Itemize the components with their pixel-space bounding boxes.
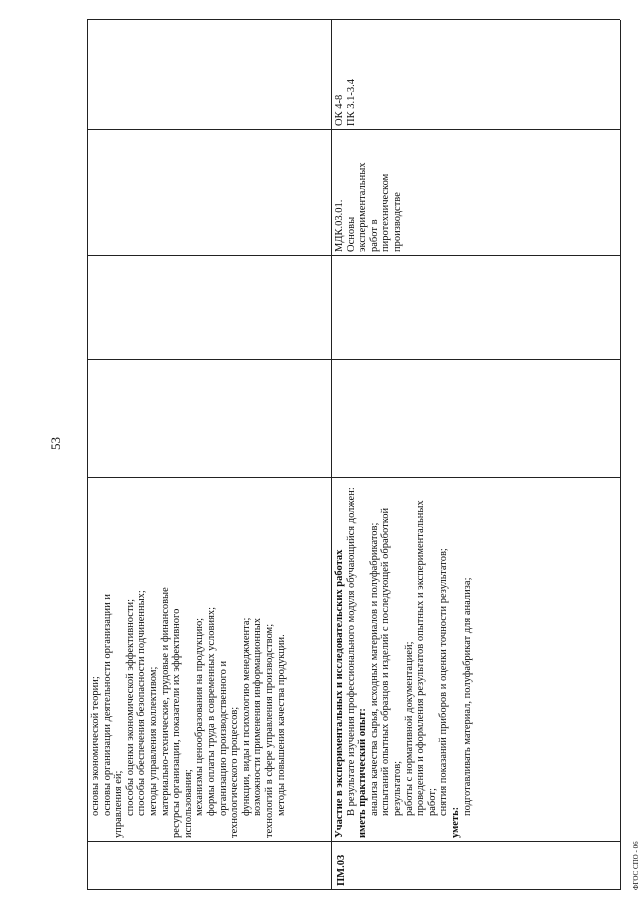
row-divider xyxy=(331,20,332,890)
skills-item: подготавливать материал, полуфабрикат для анализа; xyxy=(461,577,473,816)
knowledge-item: механизмы ценообразования на продукцию; xyxy=(194,617,206,816)
rotated-page xyxy=(40,20,640,890)
skills-heading: уметь: xyxy=(449,806,461,838)
knowledge-item: методы управления коллективом; xyxy=(147,666,159,816)
knowledge-item: технологического процессов; xyxy=(229,706,241,838)
knowledge-item: технологий в сфере управления производством; xyxy=(263,623,275,838)
knowledge-item: формы оплаты труда в современных условиях; xyxy=(205,606,217,816)
module-title: Участие в экспериментальных и исследовательских работах xyxy=(334,549,345,838)
module-intro: В результате изучения профессионального модуля обучающийся должен: xyxy=(345,487,357,816)
col-line-2 xyxy=(87,477,620,478)
module-code: ПМ.03 xyxy=(336,854,347,886)
knowledge-item: основы организации деятельности организации и xyxy=(101,593,113,816)
knowledge-item: управления ей; xyxy=(113,770,125,838)
experience-item: анализа качества сырья, исходных материалов и полуфабрикатов; xyxy=(368,522,380,816)
competencies xyxy=(334,26,357,126)
footer-text: ФГОС СПО - 06 xyxy=(632,841,640,890)
table-bottom-border xyxy=(620,20,621,890)
col-line-right xyxy=(87,19,620,20)
knowledge-item: методы повышения качества продукции. xyxy=(275,634,287,816)
competency-pk: ПК 3.1-3.4 xyxy=(345,79,357,126)
col-line-5 xyxy=(87,129,620,130)
col-line-left xyxy=(87,889,620,890)
experience-item: снятия показаний приборов и оценки точности результатов; xyxy=(438,548,450,816)
knowledge-item: ресурсы организации, показатели их эффективного xyxy=(171,608,183,838)
experience-item: испытаний опытных образцов и изделий с последующей обработкой результатов; xyxy=(380,507,403,816)
knowledge-item: организацию производственного и xyxy=(217,660,229,816)
knowledge-item: функции, виды и психологию менеджмента; xyxy=(240,617,252,816)
table-top-border xyxy=(87,20,88,890)
knowledge-item: основы экономической теории; xyxy=(90,676,101,816)
course-name: МДК.03.01. Основы экспериментальных работ в пиротехническом производстве xyxy=(334,162,403,252)
knowledge-item: материально-технические, трудовые и финансовые xyxy=(159,587,171,816)
knowledge-item: способы обеспечения безопасности подчиненных; xyxy=(136,590,148,816)
knowledge-list xyxy=(90,482,287,838)
experience-item: работы с нормативной документацией; xyxy=(403,641,415,816)
competency-ok: ОК 4-8 xyxy=(334,94,345,126)
col-line-4 xyxy=(87,255,620,256)
col-line-1 xyxy=(87,841,620,842)
col-line-3 xyxy=(87,359,620,360)
knowledge-item: использования; xyxy=(182,769,194,838)
page-number: 53 xyxy=(48,437,63,450)
experience-heading: иметь практический опыт: xyxy=(357,708,369,838)
module-description xyxy=(334,482,473,838)
knowledge-item: возможности применения информационных xyxy=(252,617,264,816)
experience-item: проведения и оформления результатов опытных и экспериментальных работ; xyxy=(415,500,438,816)
knowledge-item: способы оценки экономической эффективности; xyxy=(124,598,136,816)
